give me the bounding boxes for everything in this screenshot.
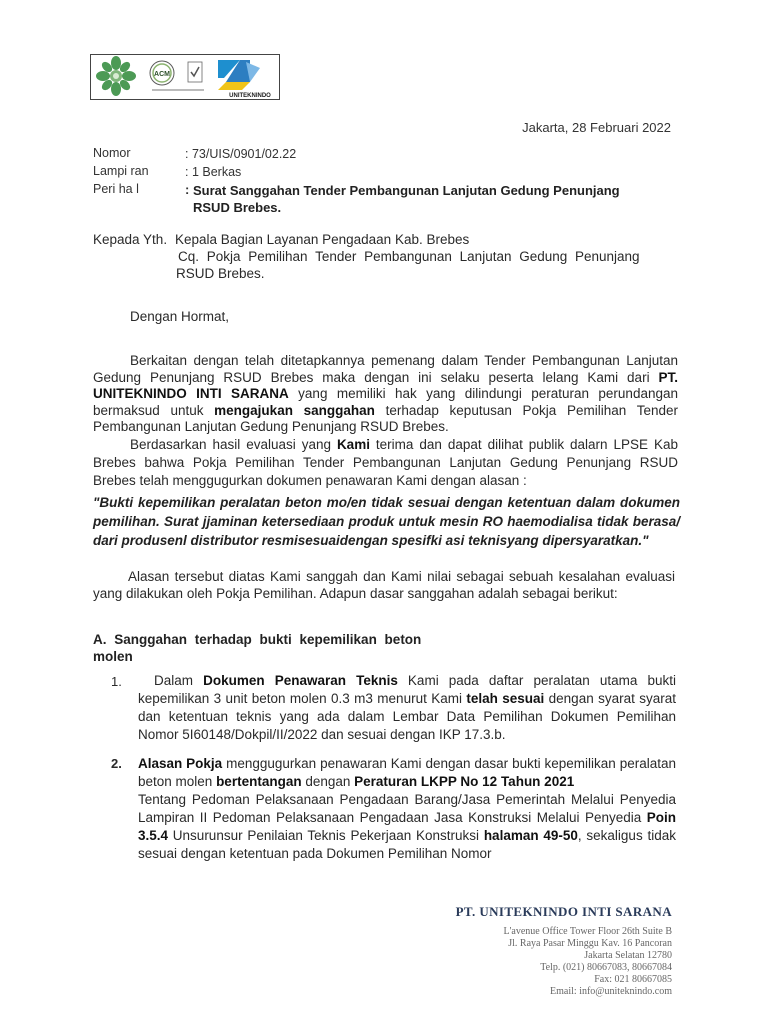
company-logos-graphic: [90, 54, 280, 100]
footer-email: Email: info@uniteknindo.com: [550, 986, 672, 997]
recipient-line-1: Kepala Bagian Layanan Pengadaan Kab. Brebes: [175, 232, 470, 247]
list-item-1: Dalam Dokumen Penawaran Teknis Kami pada daftar peralatan utama bukti kepemilikan 3 unit beton molen 0.3 m3 menurut Kami telah sesuai dengan syarat syarat dan ketentuan teknis yang ada dalam Lembar Data Pemilihan Dokumen Pemilihan Nomor 5I60148/Dokpil/II/2022 dan sesuai dengan IKP 17.3.b.: [138, 673, 676, 742]
paragraph-evaluation: Berdasarkan hasil evaluasi yang Kami terima dan dapat dilihat publik dalarn LPSE Kab Brebes bahwa Pokja Pemilihan Tender Pembangunan Lanjutan Gedung Penunjang RSUD Brebes telah menggugurkan dokumen penawaran Kami dengan alasan :: [93, 437, 679, 488]
acm-logo-icon: [150, 61, 174, 85]
subject-line-1: Surat Sanggahan Tender Pembangunan Lanjutan Gedung Penunjang: [193, 183, 620, 198]
meta-value-lampiran: : 1 Berkas: [185, 165, 242, 179]
meta-label-nomor: Nomor: [93, 146, 131, 160]
meta-value-perihal-colon: :: [185, 182, 190, 197]
footer-line-1: L'avenue Office Tower Floor 26th Suite B: [503, 926, 672, 937]
letterhead-logos: [90, 54, 280, 100]
list-item-number-1: 1.: [111, 674, 122, 689]
svg-text:UNITEKNINDO: UNITEKNINDO: [229, 93, 271, 99]
list-item-2: Alasan Pokja menggugurkan penawaran Kami dengan dasar bukti kepemilikan peralatan beton molen bertentangan dengan Peraturan LKPP No 12 Tahun 2021 Tentang Pedoman Pelaksanaan Pengadaan Barang/Jasa Pemerintah Melalui Penyedia Lampiran II Pedoman Pelaksanaan Pengadaan Jasa Konstruksi Melalui Penyedia Poin 3.5.4 Unsurunsur Penilaian Teknis Pekerjaan Konstruksi halaman 49-50, sekaligus tidak sesuai dengan ketentuan pada Dokumen Pemilihan Nomor: [138, 756, 676, 861]
recipient-line-2: Cq. Pokja Pemilihan Tender Pembangunan Lanjutan Gedung Penunjang: [178, 249, 640, 264]
meta-value-nomor: : 73/UIS/0901/02.22: [185, 147, 297, 161]
recipient-label: Kepada Yth.: [93, 232, 168, 247]
footer-company-name: PT. UNITEKNINDO INTI SARANA: [455, 904, 672, 919]
paragraph-intro: Berkaitan dengan telah ditetapkannya pemenang dalam Tender Pembangunan Lanjutan Gedung Penunjang RSUD Brebes maka dengan ini selaku peserta lelang Kami dari PT. UNITEKNINDO INTI SARANA yang memiliki hak yang dilindungi peraturan perundangan bermaksud untuk mengajukan sanggahan terhadap keputusan Pokja Pemilihan Tender Pembangunan Lanjutan Gedung Penunjang RSUD Brebes.: [93, 353, 678, 434]
footer-address: [504, 926, 672, 998]
meta-label-lampiran: Lampi ran: [93, 164, 149, 178]
list-item-number-2: 2.: [111, 756, 122, 771]
section-a-heading: A. Sanggahan terhadap bukti kepemilikan beton molen: [93, 632, 422, 664]
paragraph-objection: Alasan tersebut diatas Kami sanggah dan Kami nilai sebagai sebuah kesalahan evaluasi yang dilakukan oleh Pokja Pemilihan. Adapun dasar sanggahan adalah sebagai berikut:: [93, 569, 675, 601]
svg-text:ACM: ACM: [154, 71, 170, 78]
letter-subject: [193, 182, 678, 216]
footer-line-3: Jakarta Selatan 12780: [584, 950, 672, 961]
certification-badge-icon: [188, 62, 202, 82]
footer-line-4: Telp. (021) 80667083, 80667084: [540, 962, 672, 973]
footer-line-5: Fax: 021 80667085: [594, 974, 672, 985]
recipient-line-3: RSUD Brebes.: [176, 266, 265, 281]
letter-date: Jakarta, 28 Februari 2022: [522, 120, 671, 135]
subject-line-2: RSUD Brebes.: [193, 200, 282, 215]
meta-label-perihal: Peri ha l: [93, 182, 139, 196]
rejection-quote: "Bukti kepemilikan peralatan beton mo/en tidak sesuai dengan ketentuan dalam dokumen pemilihan. Surat jjaminan ketersediaan produk untuk mesin RO haemodialisa tidak berasa/ dari produsenl distributor resmisesuaidengan spesifki asi teknisyang dipersyaratkan.": [93, 495, 680, 548]
footer-line-2: Jl. Raya Pasar Minggu Kav. 16 Pancoran: [508, 938, 672, 949]
greeting: Dengan Hormat,: [130, 309, 230, 324]
